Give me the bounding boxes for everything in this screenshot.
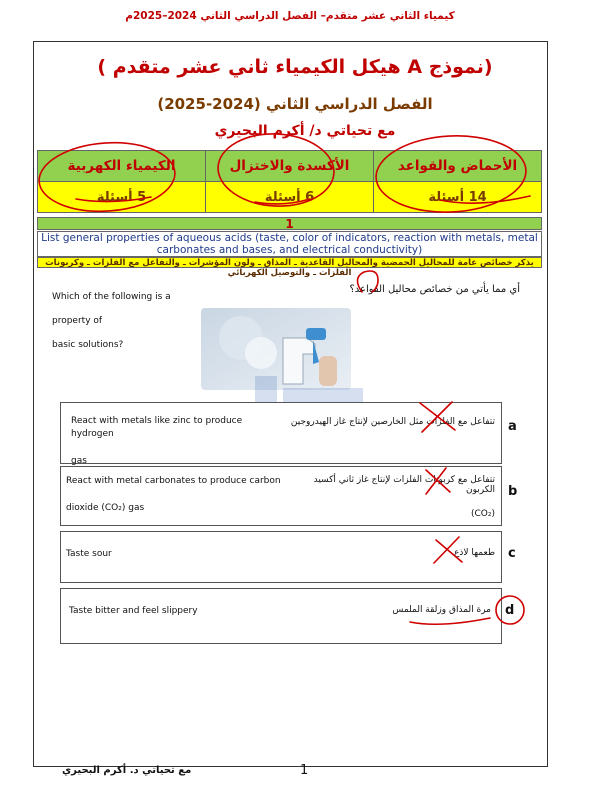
option-letter: c xyxy=(508,546,516,561)
option-text-line: React with metals like zinc to produce hydrogen xyxy=(71,416,243,439)
objective-arabic: يذكر خصائص عامة للمحاليل الحمضية والمحاليل القاعدية ـ المذاق ـ ولون المؤشرات ـ والتفاعل مع الفلزات ـ وكربونات الفلزات ـ والتوصيل الكهربائي xyxy=(37,257,542,268)
option-text-line: تتفاعل مع كربونات الفلزات لإنتاج غاز ثاني أكسيد الكربون xyxy=(313,475,495,495)
option-d-english: Taste bitter and feel slippery xyxy=(69,606,198,616)
option-text-line: (CO₂) xyxy=(470,509,495,519)
page-title: (نموذج A هيكل الكيمياء ثاني عشر متقدم ) xyxy=(97,56,493,78)
topic-count: 6 أسئلة xyxy=(206,182,374,213)
topic-count: 14 أسئلة xyxy=(374,182,542,213)
footer-author: مع تحياتي د. أكرم البحيري xyxy=(62,765,192,776)
question-english-line: basic solutions? xyxy=(52,340,124,350)
header-subject: كيمياء الثاني عشر متقدم– الفصل الدراسي الثاني xyxy=(200,10,455,22)
option-c-english: Taste sour xyxy=(66,549,112,559)
option-text-line: gas xyxy=(71,456,87,466)
topic-count: 5 أسئلة xyxy=(38,182,206,213)
question-english-line: Which of the following is a property of xyxy=(52,292,171,326)
option-letter: d xyxy=(505,603,515,618)
option-c-arabic: طعمها لاذع xyxy=(454,548,495,558)
topic-name: الكيمياء الكهربية xyxy=(38,151,206,182)
option-text-line: React with metal carbonates to produce carbon xyxy=(66,476,281,486)
header-year: 2024–2025م xyxy=(125,10,197,22)
topic-name: الأحماض والقواعد xyxy=(374,151,542,182)
option-a-arabic: تتفاعل مع الفلزات مثل الخارصين لإنتاج غاز الهيدروجين xyxy=(290,417,495,427)
page-number: 1 xyxy=(300,763,309,778)
teacher-name: مع تحياتي د/ أكرم البحيري xyxy=(214,123,396,139)
objective-english: List general properties of aqueous acids (taste, color of indicators, reaction with metals, metal carbonates and bases, and electrical conductivity) xyxy=(37,231,542,257)
option-text-line: dioxide (CO₂) gas xyxy=(66,503,145,513)
question-arabic: أي مما يأتي من خصائص محاليل القواعد؟ xyxy=(349,284,520,295)
option-d-arabic: مرة المذاق وزلقة الملمس xyxy=(392,605,491,615)
topic-name: الأكسدة والاختزال xyxy=(206,151,374,182)
option-letter: a xyxy=(508,419,517,434)
semester-subtitle: الفصل الدراسي الثاني (2024-2025) xyxy=(157,95,433,113)
question-number: 1 xyxy=(37,217,542,230)
option-letter: b xyxy=(508,484,518,499)
